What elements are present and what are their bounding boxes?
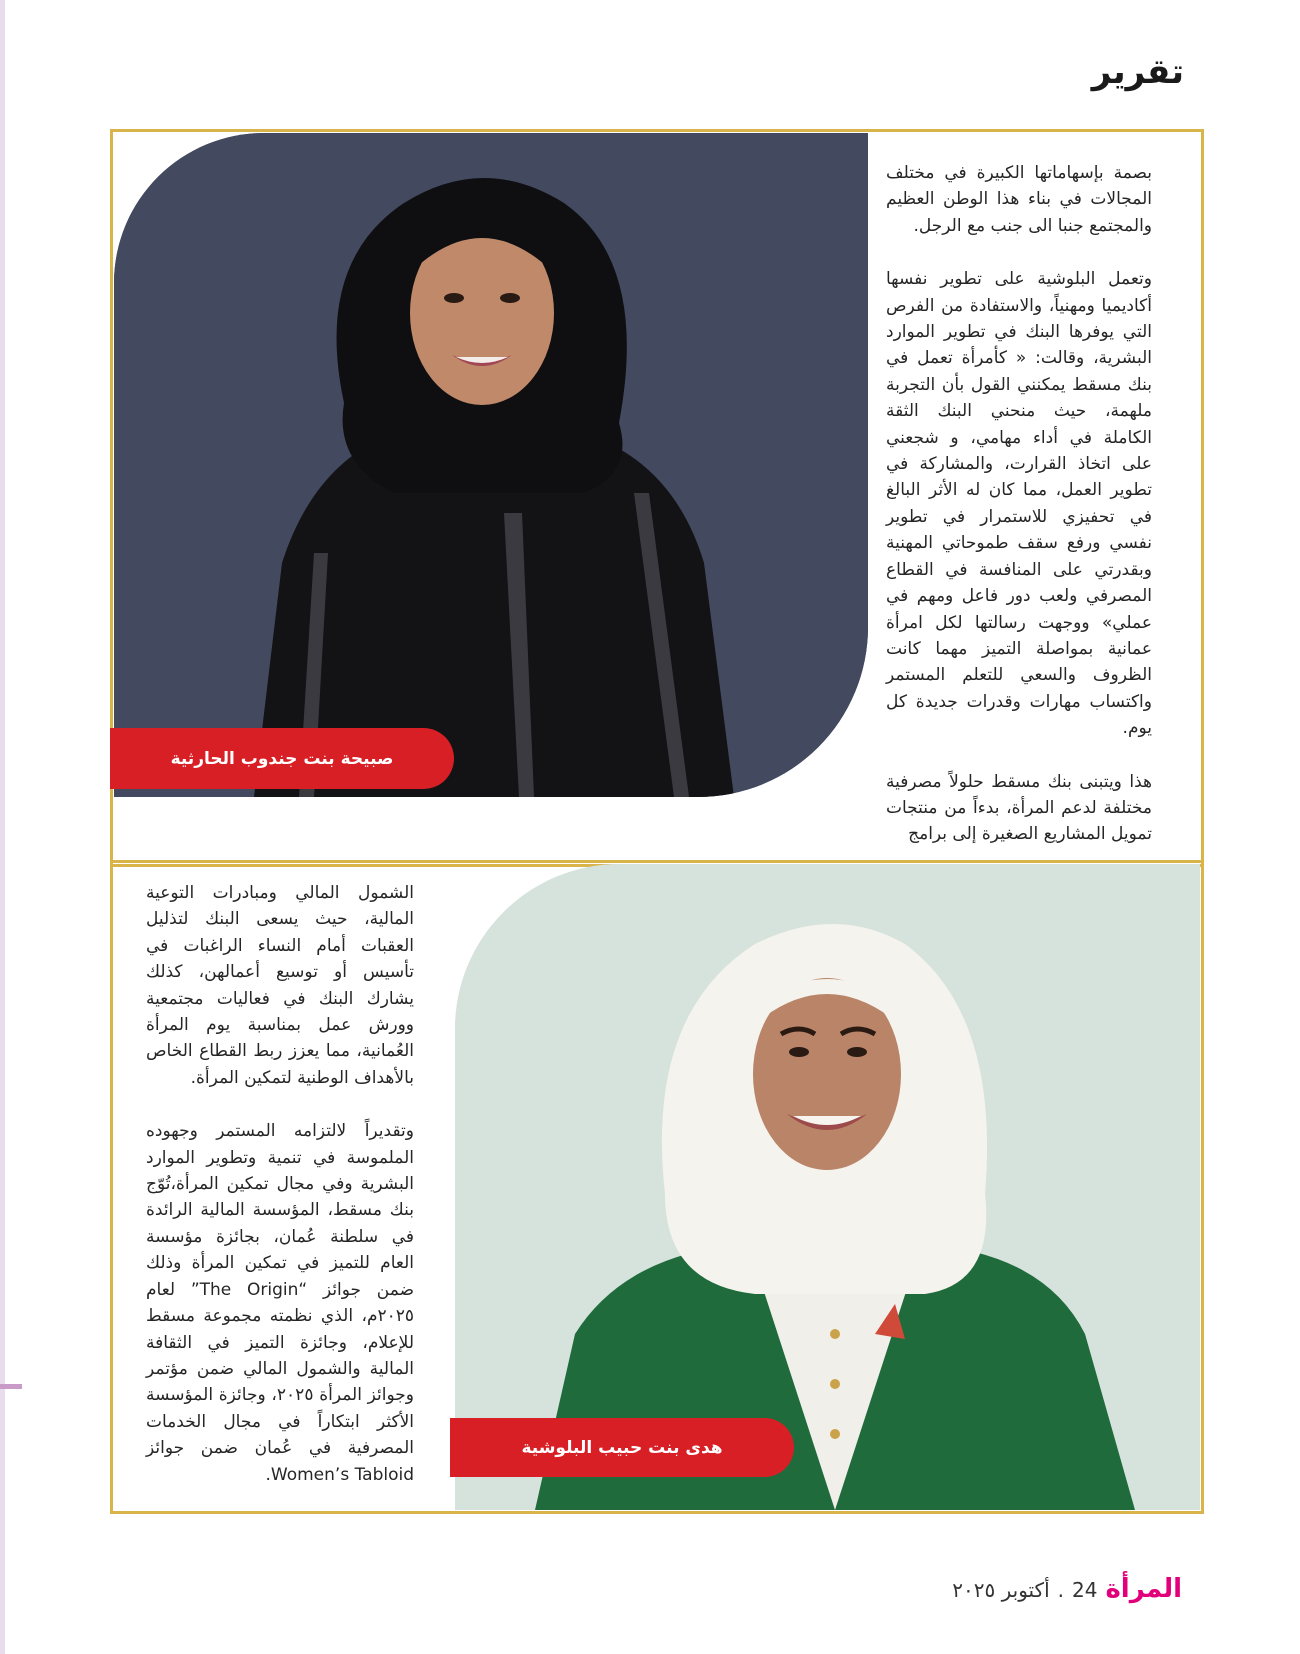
- page-edge-marker: [0, 1384, 22, 1389]
- top-article-text: [886, 160, 1152, 875]
- section-title: تقرير: [1091, 52, 1184, 92]
- portrait-photo-2: [455, 864, 1200, 1510]
- caption-tag-2: هدى بنت حبيب البلوشية: [450, 1418, 794, 1477]
- paragraph: الشمول المالي ومبادرات التوعية المالية، حيث يسعى البنك لتذليل العقبات أمام النساء الراغبات في تأسيس أو توسيع أعمالهن، كذلك يشارك البنك في فعاليات مجتمعية وورش عمل بمناسبة يوم المرأة العُمانية، مما يعزز ربط القطاع الخاص بالأهداف الوطنية لتمكين المرأة.: [146, 883, 414, 1088]
- caption-tag-1: صبيحة بنت جندوب الحارثية: [110, 728, 454, 789]
- page-number: 24: [1072, 1578, 1098, 1602]
- paragraph: هذا ويتبنى بنك مسقط حلولاً مصرفية مختلفة لدعم المرأة، بدءاً من منتجات تمويل المشاريع الصغيرة إلى برامج: [886, 771, 1152, 845]
- bottom-article-text: [146, 880, 414, 1515]
- paragraph: وتقديراً لالتزامه المستمر وجهوده الملموسة في تنمية وتطوير الموارد البشرية وفي مجال تمكين المرأة،تُوّج بنك مسقط، المؤسسة المالية الرائدة في سلطنة عُمان، بجائزة مؤسسة العام للتميز في تمكين المرأة وذلك ضمن جوائز “The Origin” لعام ٢٠٢٥م، الذي نظمته مجموعة مسقط للإعلام، وجائزة التميز في الثقافة المالية والشمول المالي ضمن مؤتمر وجوائز المرأة ٢٠٢٥، وجائزة المؤسسة الأكثر ابتكاراً في مجال الخدمات المصرفية في عُمان ضمن جوائز Women’s Tabloid.: [146, 1121, 415, 1485]
- page-edge-rule: [0, 0, 5, 1654]
- footer-separator: .: [1057, 1578, 1064, 1602]
- paragraph: وتعمل البلوشية على تطوير نفسها أكاديميا ومهنياً، والاستفادة من الفرص التي يوفرها البنك في تطوير الموارد البشرية، وقالت: « كأمرأة تعمل في بنك مسقط يمكنني القول بأن التجربة ملهمة، حيث منحني البنك الثقة الكاملة في أداء مهامي، و شجعني على اتخاذ القرارت، والمشاركة في تطوير العمل، مما كان له الأثر البالغ في تحفيزي للاستمرار في تطوير نفسي ورفع سقف طموحاتي المهنية وبقدرتي على المنافسة في القطاع المصرفي ولعب دور فاعل ومهم في عملي» ووجهت رسالتها لكل امرأة عمانية بمواصلة التميز مهما كانت الظروف والسعي للتعلم المستمر واكتساب مهارات وقدرات جديدة كل يوم.: [886, 269, 1152, 739]
- paragraph: بصمة بإسهاماتها الكبيرة في مختلف المجالات في بناء هذا الوطن العظيم والمجتمع جنبا الى جنب مع الرجل.: [886, 163, 1152, 236]
- magazine-logo: المرأة: [1105, 1574, 1182, 1604]
- page-footer: [952, 1574, 1182, 1604]
- portrait-photo-1: [114, 133, 868, 797]
- issue-date: أكتوبر ٢٠٢٥: [952, 1578, 1050, 1602]
